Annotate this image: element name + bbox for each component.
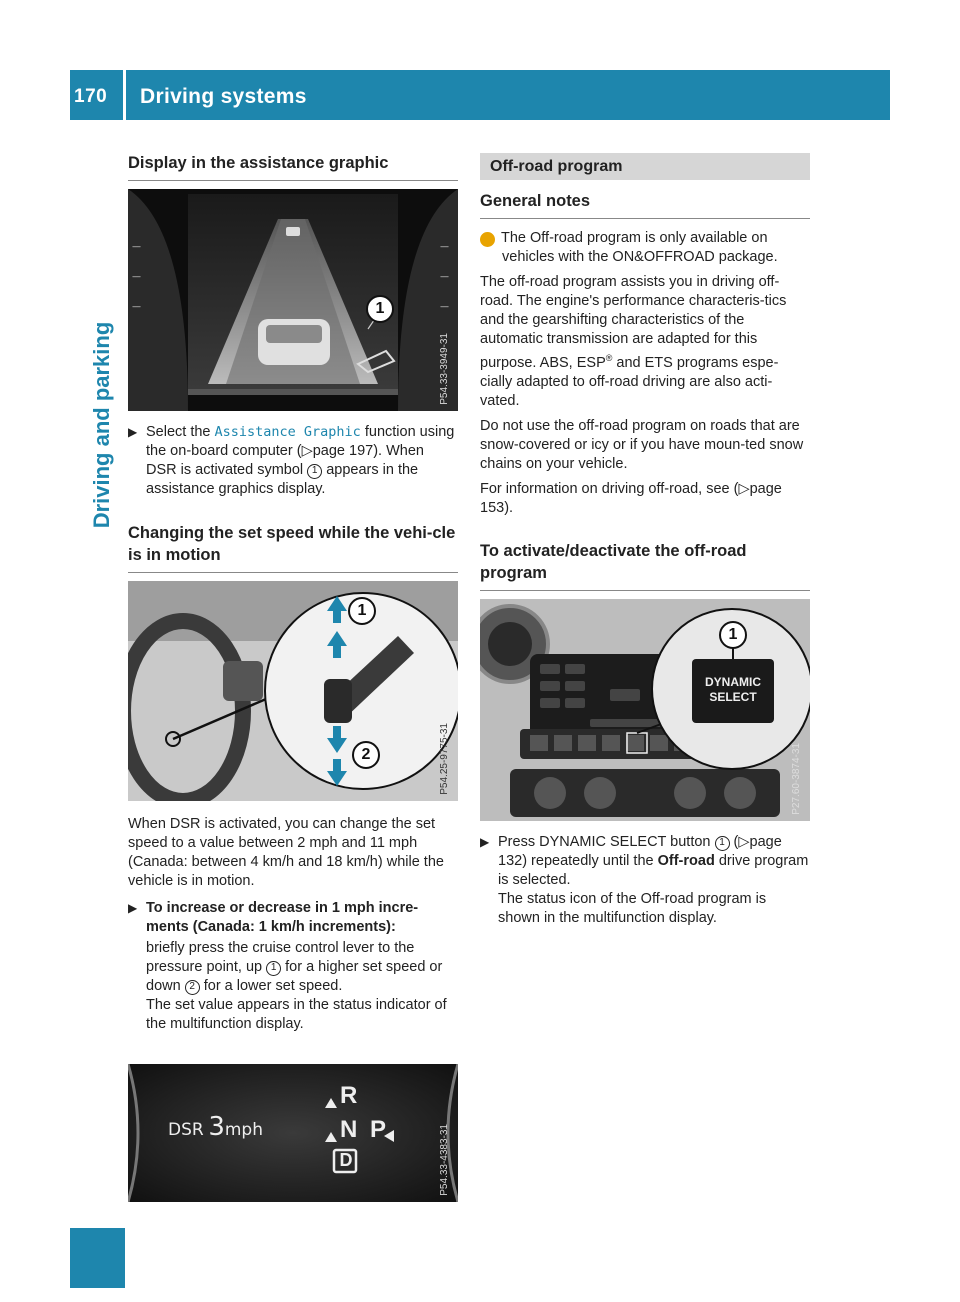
figure-cruise-control-lever	[128, 581, 458, 801]
dsr-status	[168, 1112, 263, 1142]
number-callout: 2	[185, 980, 200, 995]
section-title: Driving systems	[140, 85, 307, 108]
arrow-bullet-icon: ▶	[480, 834, 490, 849]
page-ref-arrow-icon: ▷	[301, 443, 313, 459]
figure-dsr-display	[128, 1064, 458, 1202]
svg-text:—: —	[440, 242, 449, 252]
page-ref-arrow-icon: ▷	[738, 480, 750, 497]
paragraph-offroad-reference: For information on driving off-road, see (▷page 153).	[480, 480, 782, 516]
callout-2: 2	[352, 741, 380, 769]
heading-general-notes: General notes	[480, 192, 591, 210]
figure-code: P54.33-4383-31	[439, 1124, 450, 1196]
paragraph-dsr-speed-range: When DSR is activated, you can change the set speed to a value between 2 mph and 11 mph (Canada: between 4 km/h and 18 km/h) while the vehicle is in motion.	[128, 816, 444, 889]
callout-1: 1	[348, 597, 376, 625]
step-note: The status icon of the Off-road program is shown in the multifunction display.	[498, 890, 767, 926]
side-tab-marker	[70, 1228, 125, 1288]
rule	[128, 180, 458, 181]
page-reference[interactable]: page 153	[480, 480, 782, 516]
callout-1: 1	[719, 621, 747, 649]
svg-text:—: —	[132, 242, 141, 252]
number-callout: 1	[266, 961, 281, 976]
assistance-graphic-illustration	[128, 189, 458, 411]
arrow-bullet-icon: ▶	[128, 901, 138, 915]
step-select-assistance-graphic: ▶ Select the Assistance Graphic function using the on-board computer (▷page 197). When DSR is activated symbol 1 appears in the assistance graphics display.	[128, 424, 455, 497]
svg-text:—: —	[132, 302, 141, 312]
page-ref-arrow-icon: ▷	[738, 833, 750, 850]
number-callout: 1	[307, 464, 322, 479]
rule	[480, 590, 810, 591]
info-note: i The Off-road program is only available on vehicles with the ON&OFFROAD package.	[474, 230, 778, 265]
svg-text:—: —	[440, 302, 449, 312]
figure-dynamic-select-button	[480, 599, 810, 821]
arrow-bullet-icon: ▶	[128, 425, 138, 439]
heading-activate-deactivate: To activate/deactivate the off-road program	[480, 541, 747, 582]
menu-item-assistance-graphic: Assistance Graphic	[214, 424, 361, 440]
callout-1: 1	[366, 295, 394, 323]
band-off-road-program: Off-road program	[480, 153, 810, 180]
page-number: 170	[74, 86, 108, 107]
header-divider	[123, 70, 126, 120]
figure-assistance-graphic	[128, 189, 458, 411]
cruise-lever-illustration	[128, 581, 458, 801]
gear-p: P	[370, 1116, 387, 1143]
page-reference[interactable]: page 197	[312, 443, 374, 459]
dynamic-select-button-label: DYNAMIC SELECT	[705, 674, 761, 704]
rule	[128, 572, 458, 573]
dsr-label: DSR	[168, 1120, 204, 1140]
svg-text:—: —	[440, 272, 449, 282]
right-column	[474, 153, 810, 928]
rule	[480, 218, 810, 219]
step-note: The set value appears in the status indicator of the multifunction display.	[146, 997, 447, 1032]
paragraph-snow-warning: Do not use the off-road program on roads that are snow-covered or icy or if you have moun-ted snow chains on your vehicle.	[480, 417, 804, 472]
heading-assistance-graphic: Display in the assistance graphic	[128, 154, 389, 172]
dsr-speed-value: 3	[208, 1112, 225, 1142]
step-title: To increase or decrease in 1 mph incre-ments (Canada: 1 km/h increments):	[146, 900, 419, 935]
dashboard-illustration	[480, 599, 810, 821]
side-tab	[82, 305, 122, 545]
gear-n: N	[340, 1116, 358, 1143]
page-reference[interactable]: page 132	[498, 833, 782, 869]
step-press-dynamic-select: ▶ Press DYNAMIC SELECT button 1 (▷page 132) repeatedly until the Off-road drive program is selected. The status icon of the Off-road program is shown in the multifunction display.	[480, 833, 809, 926]
paragraph-off-road-intro: The off-road program assists you in driving off-road. The engine's performance characteris-tics and the gearshifting characteristics of the automatic transmission are adapted for this purpose. ABS, ESP® and ETS programs espe-cially adapted to off-road driving are also acti-vated.	[480, 274, 787, 409]
heading-changing-set-speed: Changing the set speed while the vehi-cle is in motion	[128, 524, 456, 564]
figure-code: P54.25-9775-31	[439, 723, 450, 795]
dsr-speed-unit: mph	[224, 1120, 263, 1140]
number-callout: 1	[715, 836, 730, 851]
gear-d: D	[339, 1150, 353, 1170]
side-tab-label: Driving and parking	[89, 321, 114, 529]
gear-r: R	[340, 1082, 358, 1109]
left-column	[128, 152, 458, 1202]
figure-code: P27.60-3874-31	[791, 743, 802, 815]
off-road-program-name: Off-road	[657, 852, 715, 869]
step-increase-decrease: ▶ To increase or decrease in 1 mph incre-ments (Canada: 1 km/h increments): briefly press the cruise control lever to the pressure point, up 1 for a higher set speed or down 2 for a lower set speed. The set value appears in the status indicator of the multifunction display.	[128, 899, 458, 1034]
svg-text:—: —	[132, 272, 141, 282]
info-icon: i	[480, 232, 495, 247]
figure-code: P54.33-3949-31	[439, 333, 450, 405]
